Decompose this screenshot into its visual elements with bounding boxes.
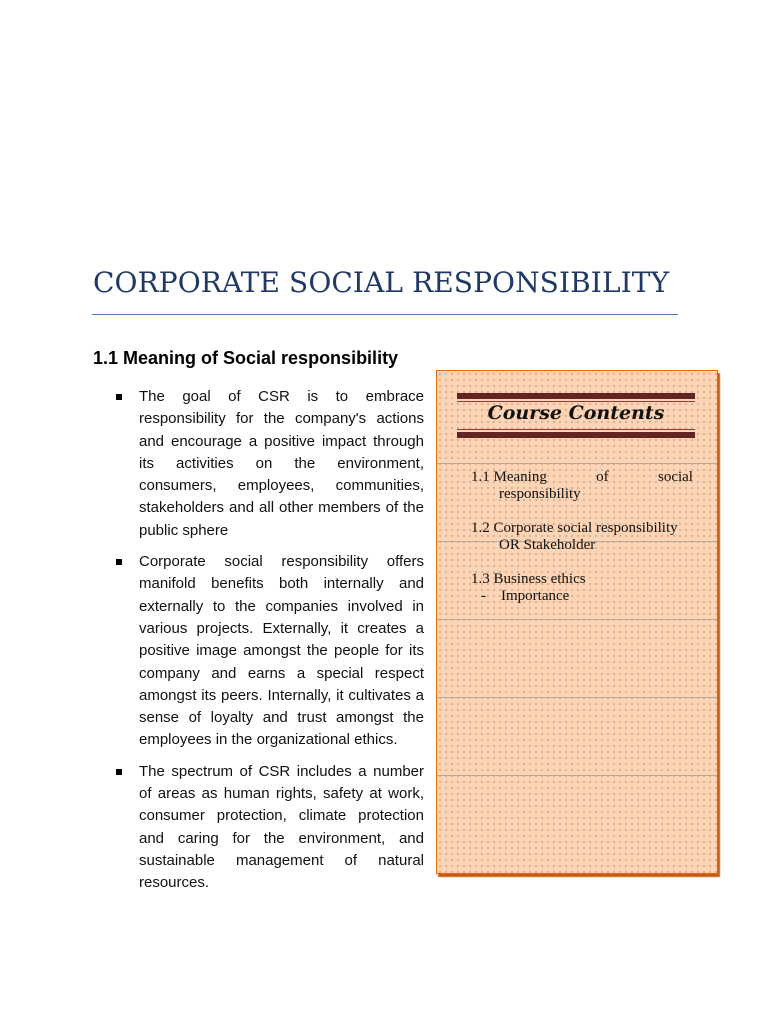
contents-item-1-line1 <box>471 469 693 486</box>
contents-item-2-line1: 1.2 Corporate social responsibility <box>471 520 678 536</box>
contents-item-3-line2 <box>471 588 693 605</box>
panel-divider <box>437 697 717 698</box>
header-bar-bottom-thin <box>457 429 695 430</box>
contents-item-1-word2: of <box>596 469 609 485</box>
contents-item-1 <box>471 469 693 503</box>
panel-divider <box>437 463 717 464</box>
panel-divider <box>437 619 717 620</box>
bullet-item <box>112 551 424 752</box>
title-underline <box>92 314 678 315</box>
section-heading: 1.1 Meaning of Social responsibility <box>93 348 399 368</box>
bullet-item <box>112 761 424 895</box>
contents-item-3 <box>471 571 693 605</box>
course-contents-panel <box>436 370 718 874</box>
course-contents-list <box>471 469 693 605</box>
bullet-item <box>112 386 424 542</box>
contents-item-2-line2: OR Stakeholder <box>499 537 596 553</box>
square-bullet-icon <box>116 394 122 400</box>
bullet-text: The spectrum of CSR includes a number of areas as human rights, safety at work, consumer protection, climate protection and caring for the environment, and sustainable management of natural resources. <box>139 762 424 892</box>
contents-item-3-line1: 1.3 Business ethics <box>471 571 586 587</box>
contents-item-3-sub: Importance <box>501 588 570 604</box>
header-bar-bottom <box>457 432 695 438</box>
contents-item-1-line2: responsibility <box>499 486 581 502</box>
dash-marker: - <box>481 588 486 604</box>
panel-divider <box>437 775 717 776</box>
contents-item-1-word3: social <box>657 469 693 485</box>
contents-item-2 <box>471 520 693 554</box>
bullet-list <box>112 386 424 904</box>
square-bullet-icon <box>116 559 122 565</box>
contents-item-1-num: 1.1 Meaning <box>471 469 547 485</box>
bullet-text: The goal of CSR is to embrace responsibility for the company's actions and encourage a positive impact through its activities on the environment, consumers, employees, communities, stakeholders and all other members of the public sphere <box>139 388 424 539</box>
document-title: CORPORATE SOCIAL RESPONSIBILITY <box>93 266 670 299</box>
bullet-text: Corporate social responsibility offers manifold benefits both internally and externally to the companies involved in various projects. Externally, it creates a positive image amongst the people for its company and earns a special respect amongst its peers. Internally, it cultivates a sense of loyalty and trust amongst the employees in the organizational ethics. <box>139 553 424 749</box>
header-bar-top <box>457 393 695 399</box>
course-contents-heading: Course Contents <box>487 402 665 424</box>
square-bullet-icon <box>116 769 122 775</box>
